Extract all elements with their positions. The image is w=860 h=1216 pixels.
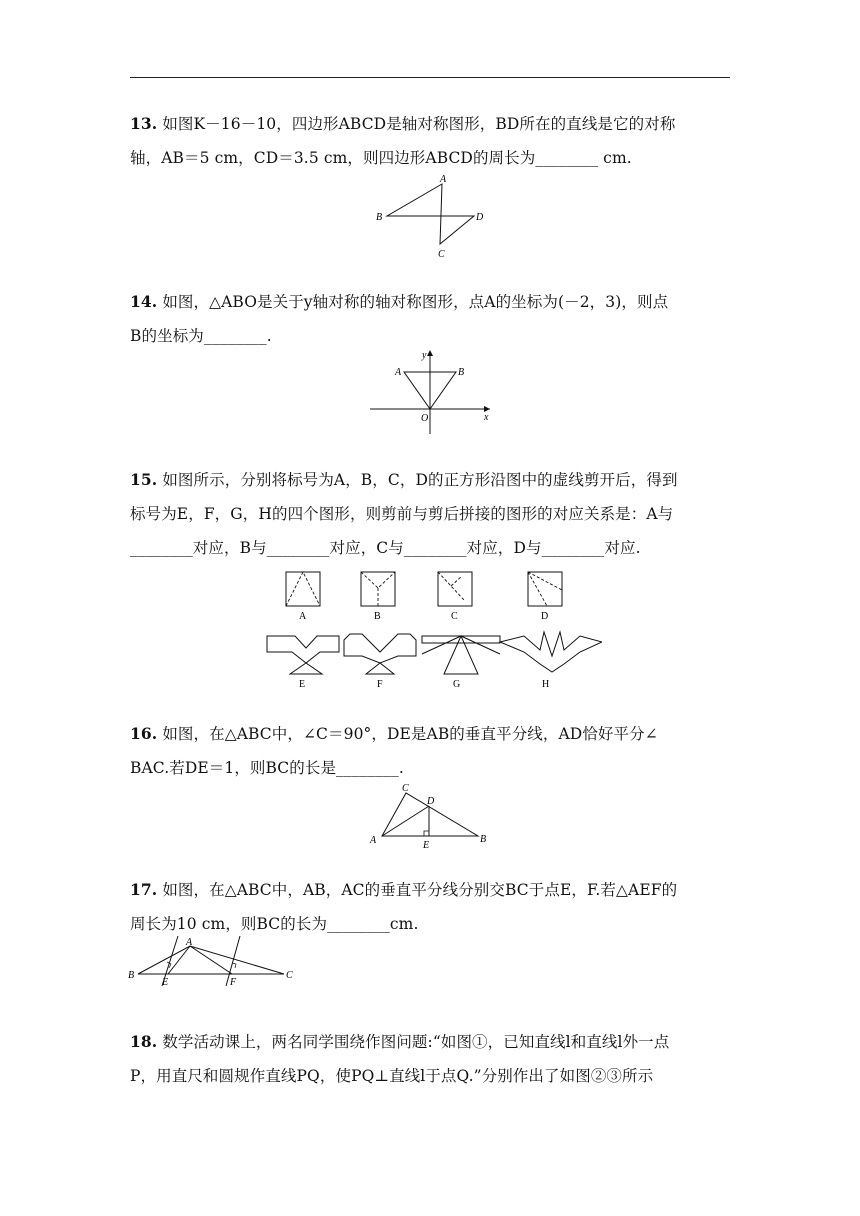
q15-caption-f: F (377, 679, 383, 690)
q16-number: 16. (130, 724, 158, 743)
q15-caption-a: A (299, 611, 307, 622)
q14-label-a: A (395, 367, 402, 378)
q13-line-1: 13. 如图K－16－10，四边形ABCD是轴对称图形，BD所在的直线是它的对称 (130, 114, 676, 133)
q13-quadrilateral-figure (370, 172, 490, 262)
q17-label-f: F (230, 977, 237, 988)
q17-label-b: B (128, 970, 135, 981)
q13-line-2: 轴，AB＝5 cm，CD＝3.5 cm，则四边形ABCD的周长为________ cm. (130, 149, 632, 167)
q16-label-a: A (370, 835, 377, 846)
q18-number: 18. (130, 1032, 158, 1051)
q16-label-d: D (427, 796, 435, 807)
q17-label-a: A (186, 937, 193, 948)
header-rule (130, 77, 730, 78)
q15-line-1: 15. 如图所示，分别将标号为A，B，C，D的正方形沿图中的虚线剪开后，得到 (130, 470, 678, 489)
q15-caption-g: G (453, 679, 461, 690)
q15-squares-figure (262, 566, 602, 690)
q18-line-1: 18. 数学活动课上，两名同学围绕作图问题:“如图①，已知直线l和直线l外一点 (130, 1032, 670, 1051)
q16-label-e: E (423, 840, 430, 851)
q15-line-3: ________对应，B与________对应，C与________对应，D与________对应. (130, 539, 641, 557)
q16-label-b: B (480, 834, 487, 845)
q16-label-c: C (402, 783, 409, 794)
q14-number: 14. (130, 292, 158, 311)
q15-caption-h: H (542, 679, 550, 690)
q18-line-2: P，用直尺和圆规作直线PQ，使PQ⊥直线l于点Q.”分别作出了如图②③所示 (130, 1067, 654, 1085)
q13-label-c: C (438, 249, 445, 260)
q15-caption-b: B (374, 611, 381, 622)
q17-label-c: C (286, 970, 293, 981)
q15-line-2: 标号为E，F，G，H的四个图形，则剪前与剪后拼接的图形的对应关系是：A与 (130, 505, 674, 523)
q15-caption-c: C (451, 611, 458, 622)
q13-label-a: A (440, 174, 447, 185)
q13-number: 13. (130, 114, 158, 133)
q14-label-y: y (422, 350, 427, 361)
q14-label-b: B (458, 367, 465, 378)
q13-label-d: D (476, 212, 484, 223)
q14-coordinate-figure (366, 346, 496, 438)
q17-label-e: E (162, 977, 169, 988)
q14-line-1: 14. 如图，△ABO是关于y轴对称的轴对称图形，点A的坐标为(－2，3)，则点 (130, 292, 669, 311)
q14-label-o: O (421, 413, 429, 424)
q15-caption-e: E (299, 679, 306, 690)
q17-line-1: 17. 如图，在△ABC中，AB，AC的垂直平分线分别交BC于点E，F.若△AEF的 (130, 880, 678, 899)
q15-number: 15. (130, 470, 158, 489)
q15-caption-d: D (541, 611, 549, 622)
q14-line-2: B的坐标为________. (130, 327, 272, 345)
q16-line-1: 16. 如图，在△ABC中，∠C＝90°，DE是AB的垂直平分线，AD恰好平分∠ (130, 724, 658, 743)
q17-triangle-figure (126, 934, 302, 992)
q17-number: 17. (130, 880, 158, 899)
q16-triangle-figure (366, 780, 498, 852)
q17-line-2: 周长为10 cm，则BC的长为________cm. (130, 915, 419, 933)
q14-label-x: x (484, 412, 489, 423)
q16-line-2: BAC.若DE＝1，则BC的长是________. (130, 759, 404, 777)
q13-label-b: B (376, 212, 383, 223)
